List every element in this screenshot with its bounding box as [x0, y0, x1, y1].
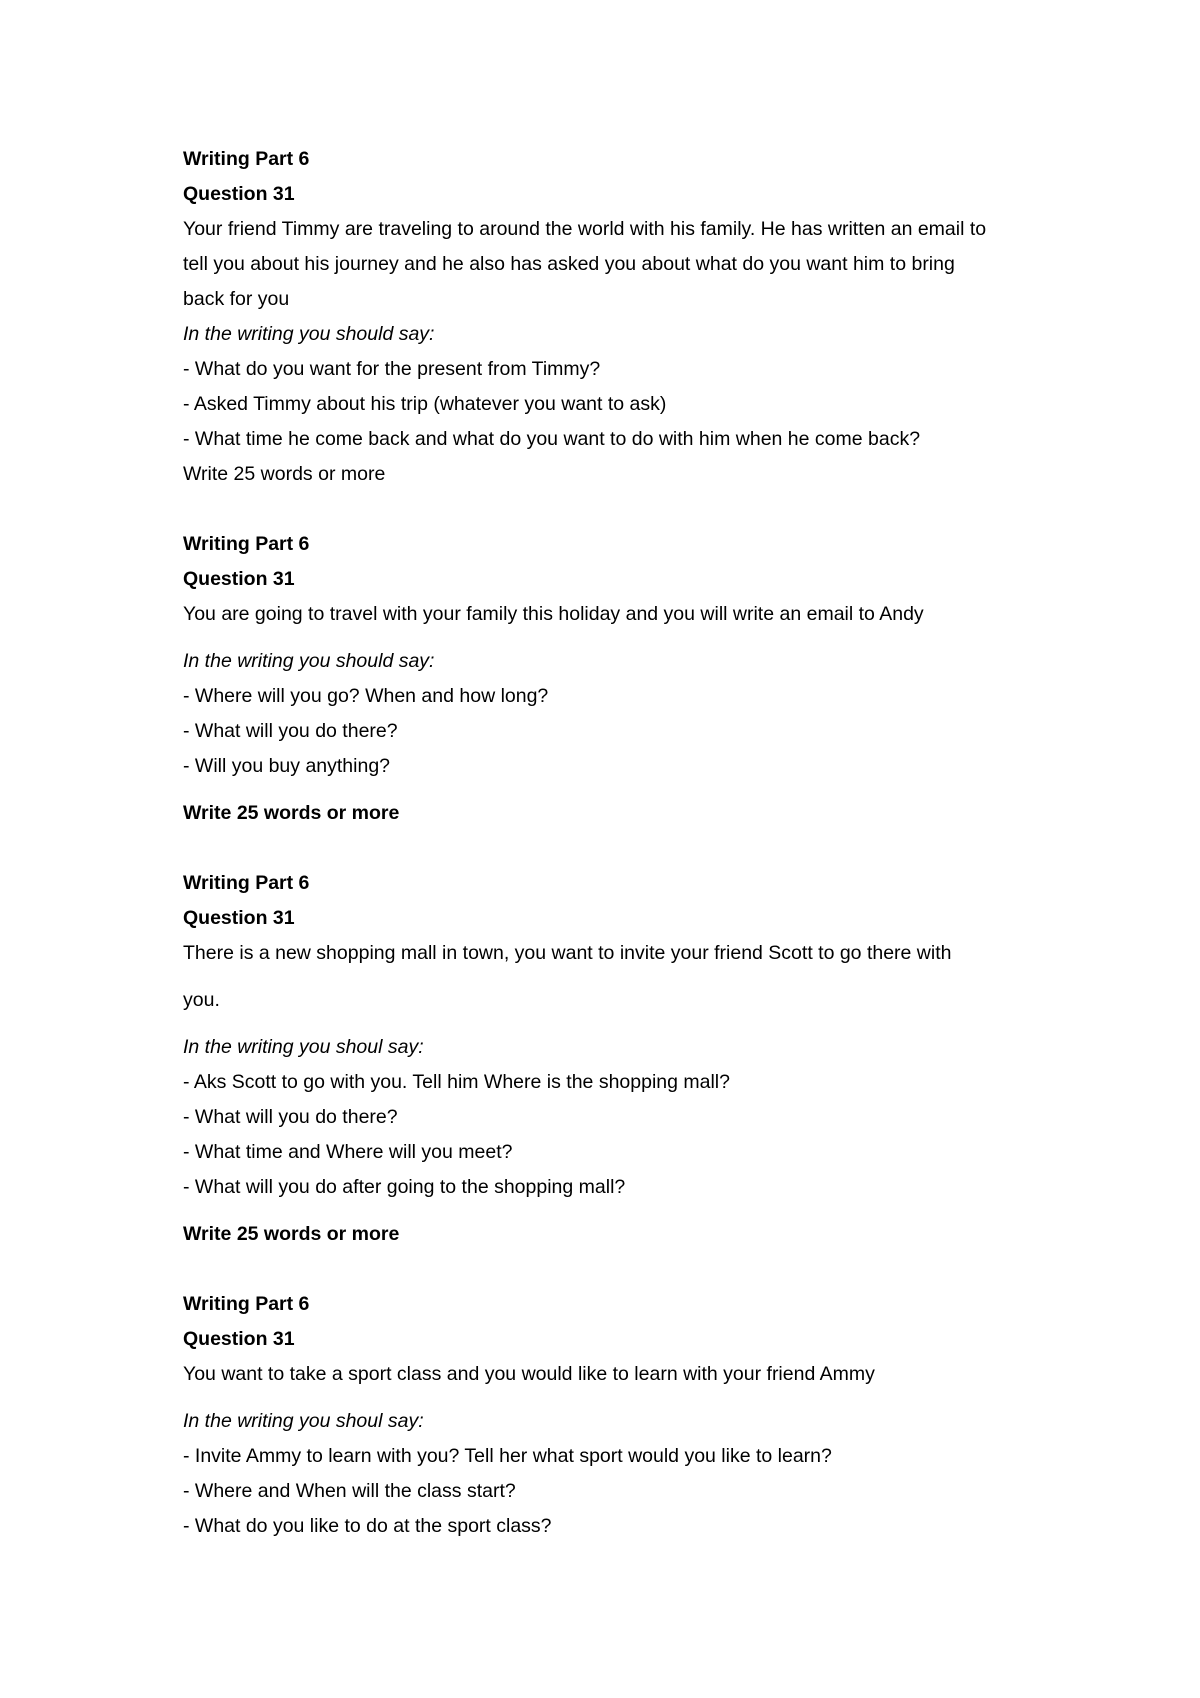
bullet-item: - What do you like to do at the sport class?	[183, 1515, 552, 1537]
document-page	[183, 142, 1043, 1544]
writing-section-2	[183, 527, 1043, 831]
bullet-item: - What will you do after going to the shopping mall?	[183, 1176, 626, 1198]
bullet-item: - Where will you go? When and how long?	[183, 685, 549, 707]
section-heading: Writing Part 6	[183, 872, 310, 894]
question-number: Question 31	[183, 1328, 295, 1350]
instruction-text: In the writing you shoul say:	[183, 1036, 424, 1058]
prompt-line: There is a new shopping mall in town, you want to invite your friend Scott to go there with	[183, 942, 952, 964]
prompt-line: you.	[183, 989, 220, 1011]
bullet-item: - Invite Ammy to learn with you? Tell her what sport would you like to learn?	[183, 1445, 832, 1467]
question-number: Question 31	[183, 568, 295, 590]
word-count-note: Write 25 words or more	[183, 802, 400, 824]
bullet-item: - Will you buy anything?	[183, 755, 391, 777]
bullet-item: - What time he come back and what do you want to do with him when he come back?	[183, 428, 921, 450]
question-number: Question 31	[183, 907, 295, 929]
writing-section-1	[183, 142, 1043, 492]
bullet-item: - What will you do there?	[183, 1106, 398, 1128]
prompt-line: You are going to travel with your family this holiday and you will write an email to Andy	[183, 603, 924, 625]
bullet-item: - What will you do there?	[183, 720, 398, 742]
writing-section-3	[183, 866, 1043, 1252]
bullet-item: - Asked Timmy about his trip (whatever you want to ask)	[183, 393, 667, 415]
instruction-text: In the writing you should say:	[183, 650, 435, 672]
bullet-item: - Where and When will the class start?	[183, 1480, 516, 1502]
prompt-line: tell you about his journey and he also has asked you about what do you want him to bring	[183, 253, 955, 275]
bullet-item: - What time and Where will you meet?	[183, 1141, 513, 1163]
word-count-note: Write 25 words or more	[183, 1223, 400, 1245]
section-heading: Writing Part 6	[183, 1293, 310, 1315]
word-count-note: Write 25 words or more	[183, 463, 386, 485]
instruction-text: In the writing you shoul say:	[183, 1410, 424, 1432]
writing-section-4	[183, 1287, 1043, 1544]
bullet-item: - Aks Scott to go with you. Tell him Where is the shopping mall?	[183, 1071, 730, 1093]
prompt-line: Your friend Timmy are traveling to around the world with his family. He has written an email to	[183, 218, 987, 240]
section-heading: Writing Part 6	[183, 533, 310, 555]
question-number: Question 31	[183, 183, 295, 205]
prompt-line: You want to take a sport class and you would like to learn with your friend Ammy	[183, 1363, 875, 1385]
instruction-text: In the writing you should say:	[183, 323, 435, 345]
bullet-item: - What do you want for the present from Timmy?	[183, 358, 601, 380]
section-heading: Writing Part 6	[183, 148, 310, 170]
prompt-line: back for you	[183, 288, 290, 310]
